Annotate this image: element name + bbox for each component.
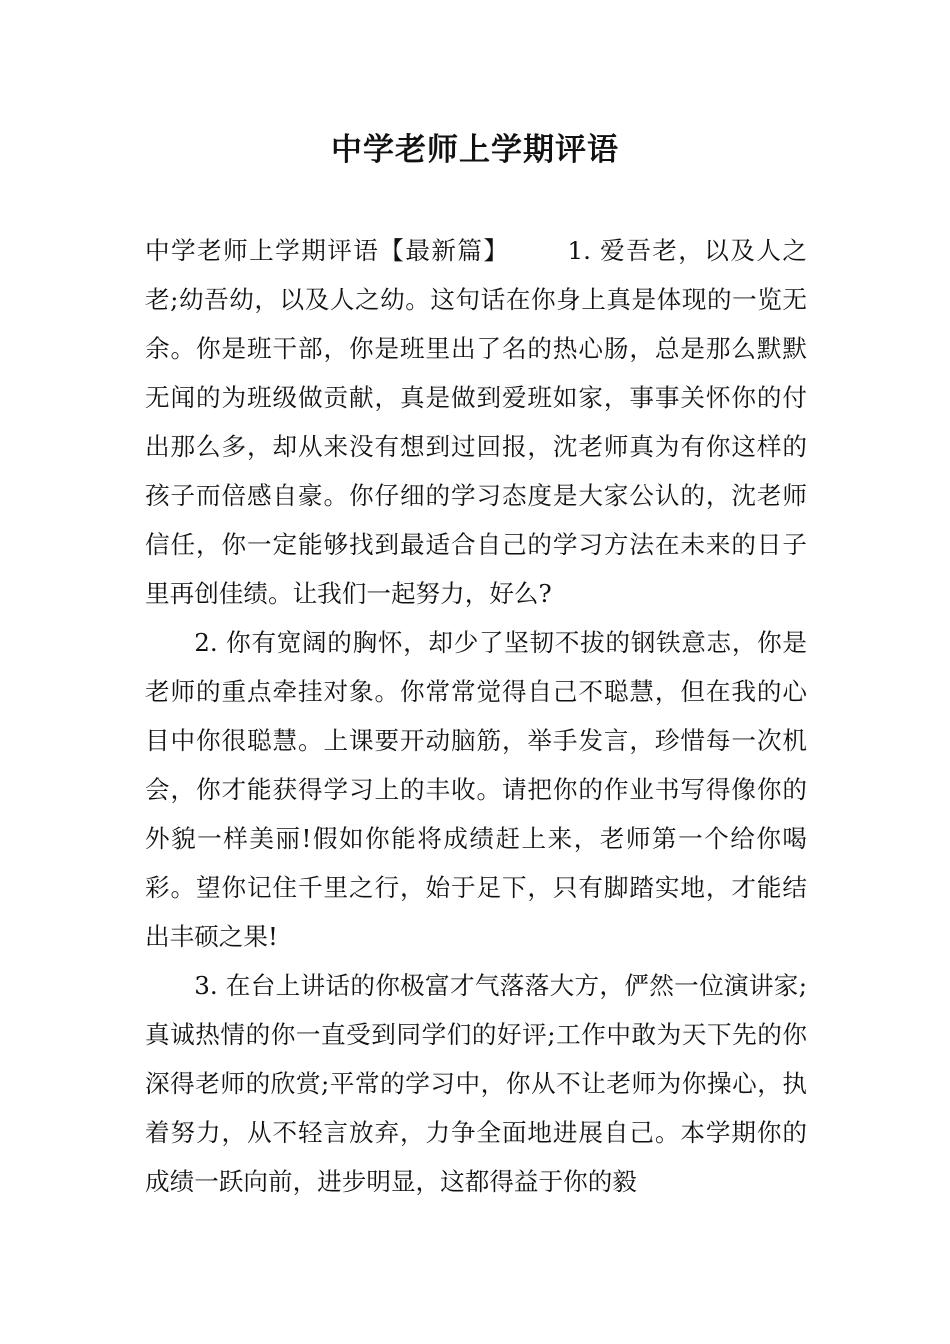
paragraph-1-text: 1. 爱吾老，以及人之老;幼吾幼，以及人之幼。这句话在你身上真是体现的一览无余。你是班干部，你是班里出了名的热心肠，总是那么默默无闻的为班级做贡献，真是做到爱班如家，事事关怀你的付出那么多，却从来没有想到过回报，沈老师真为有你这样的孩子而倍感自豪。你仔细的学习态度是大家公认的，沈老师信任，你一定能够找到最适合自己的学习方法在未来的日子里再创佳绩。让我们一起努力，好么? — [145, 236, 807, 608]
paragraph-1 — [145, 226, 807, 618]
paragraph-2: 2. 你有宽阔的胸怀，却少了坚韧不拔的钢铁意志，你是老师的重点牵挂对象。你常常觉得自己不聪慧，但在我的心目中你很聪慧。上课要开动脑筋，举手发言，珍惜每一次机会，你才能获得学习上的丰收。请把你的作业书写得像你的外貌一样美丽!假如你能将成绩赶上来，老师第一个给你喝彩。望你记住千里之行，始于足下，只有脚踏实地，才能结出丰硕之果! — [145, 628, 807, 951]
document-body — [145, 226, 807, 1206]
intro-label: 中学老师上学期评语【最新篇】 — [145, 236, 510, 265]
paragraph-3: 3. 在台上讲话的你极富才气落落大方，俨然一位演讲家;真诚热情的你一直受到同学们的好评;工作中敢为天下先的你深得老师的欣赏;平常的学习中，你从不让老师为你操心，执着努力，从不轻言放弃，力争全面地进展自己。本学期你的成绩一跃向前，进步明显，这都得益于你的毅 — [145, 971, 807, 1196]
document-title: 中学老师上学期评语 — [331, 132, 619, 168]
